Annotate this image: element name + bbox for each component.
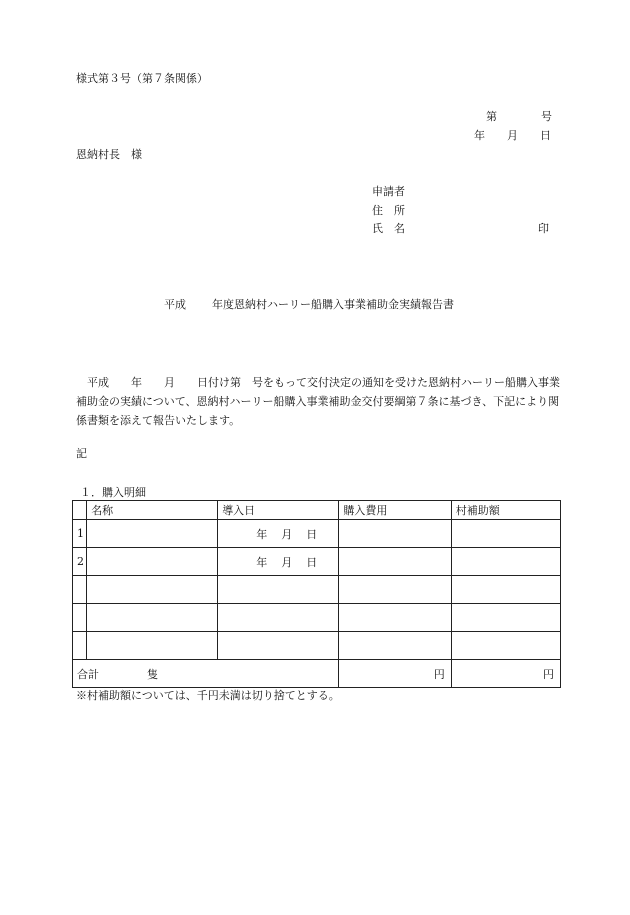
subsidy-cell[interactable] bbox=[451, 632, 560, 660]
total-label: 合計 bbox=[77, 667, 99, 681]
date-year: 年 bbox=[256, 527, 268, 541]
date-day: 日 bbox=[306, 527, 318, 541]
body-era: 平成 bbox=[87, 376, 109, 389]
body-rest: 日付け第 号をもって交付決定の通知を受けた恩納村ハーリー船購入事業補助金の実績について、恩納村ハーリー船購入事業補助金交付要綱第７条に基づき、下記により関係書類を添えて報告いたします。 bbox=[76, 376, 560, 427]
cost-cell[interactable] bbox=[339, 632, 451, 660]
form-number: 様式第３号（第７条関係） bbox=[76, 72, 208, 85]
name-label: 氏 名 bbox=[372, 222, 405, 235]
recipient: 恩納村長 様 bbox=[76, 148, 142, 161]
row-number: 1 bbox=[73, 520, 87, 548]
total-cost-cell[interactable]: 円 bbox=[339, 660, 451, 688]
name-cell[interactable] bbox=[87, 632, 218, 660]
name-cell[interactable] bbox=[87, 548, 218, 576]
purchase-detail-table bbox=[72, 500, 561, 688]
total-label-cell bbox=[73, 660, 339, 688]
document-title bbox=[164, 298, 454, 312]
table-row bbox=[73, 604, 561, 632]
cost-cell[interactable] bbox=[339, 576, 451, 604]
subsidy-cell[interactable] bbox=[451, 576, 560, 604]
subsidy-cell[interactable] bbox=[451, 604, 560, 632]
issue-date bbox=[474, 129, 551, 143]
applicant-label: 申請者 bbox=[372, 185, 405, 198]
cost-cell[interactable] bbox=[339, 520, 451, 548]
seal-mark: 印 bbox=[538, 222, 549, 235]
date-year: 年 bbox=[256, 555, 268, 569]
date-month: 月 bbox=[281, 527, 293, 541]
cost-cell[interactable] bbox=[339, 604, 451, 632]
date-cell[interactable] bbox=[218, 604, 339, 632]
row-number bbox=[73, 632, 87, 660]
ki-heading: 記 bbox=[76, 447, 87, 460]
total-subsidy-cell[interactable]: 円 bbox=[451, 660, 560, 688]
date-cell[interactable] bbox=[218, 576, 339, 604]
name-cell[interactable] bbox=[87, 604, 218, 632]
subsidy-cell[interactable] bbox=[451, 520, 560, 548]
date-cell[interactable] bbox=[218, 548, 339, 576]
header-name: 名称 bbox=[87, 501, 218, 520]
date-day: 日 bbox=[306, 555, 318, 569]
footnote: ※村補助額については、千円未満は切り捨てとする。 bbox=[76, 689, 340, 702]
row-number: 2 bbox=[73, 548, 87, 576]
name-cell[interactable] bbox=[87, 520, 218, 548]
body-year: 年 bbox=[131, 376, 142, 389]
title-text: 年度恩納村ハーリー船購入事業補助金実績報告書 bbox=[212, 298, 454, 311]
date-cell[interactable] bbox=[218, 520, 339, 548]
date-day: 日 bbox=[540, 129, 551, 142]
date-month: 月 bbox=[507, 129, 518, 142]
row-number bbox=[73, 604, 87, 632]
table-row bbox=[73, 548, 561, 576]
header-date: 導入日 bbox=[218, 501, 339, 520]
date-cell[interactable] bbox=[218, 632, 339, 660]
body-month: 月 bbox=[164, 376, 175, 389]
section-title: １．購入明細 bbox=[80, 486, 146, 499]
header-no bbox=[73, 501, 87, 520]
total-unit: 隻 bbox=[147, 667, 158, 681]
row-number bbox=[73, 576, 87, 604]
name-cell[interactable] bbox=[87, 576, 218, 604]
table-row bbox=[73, 632, 561, 660]
body-paragraph bbox=[76, 373, 562, 430]
date-year: 年 bbox=[474, 129, 485, 142]
document-number bbox=[486, 110, 552, 124]
table-row bbox=[73, 576, 561, 604]
address-label: 住 所 bbox=[372, 204, 405, 217]
header-cost: 購入費用 bbox=[339, 501, 451, 520]
subsidy-cell[interactable] bbox=[451, 548, 560, 576]
cost-cell[interactable] bbox=[339, 548, 451, 576]
doc-number-prefix: 第 bbox=[486, 110, 497, 123]
table-header-row bbox=[73, 501, 561, 520]
date-month: 月 bbox=[281, 555, 293, 569]
title-era: 平成 bbox=[164, 298, 186, 311]
doc-number-suffix: 号 bbox=[541, 110, 552, 123]
table-row bbox=[73, 520, 561, 548]
header-subsidy: 村補助額 bbox=[451, 501, 560, 520]
total-row bbox=[73, 660, 561, 688]
